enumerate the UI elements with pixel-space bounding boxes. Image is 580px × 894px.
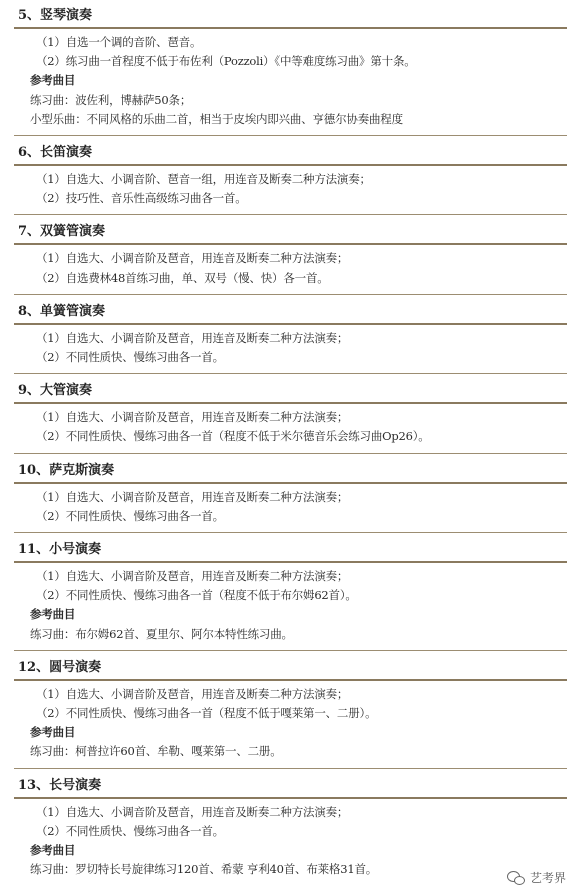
requirement-item: （1）自选大、小调音阶及琶音，用连音及断奏二种方法演奏；	[36, 489, 349, 504]
reference-heading: 参考曲目	[30, 843, 76, 858]
requirement-item: （1）自选大、小调音阶及琶音，用连音及断奏二种方法演奏；	[36, 686, 349, 701]
requirement-item: （1）自选大、小调音阶及琶音，用连音及断奏二种方法演奏；	[36, 251, 349, 266]
section-title: 9、大管演奏	[18, 383, 93, 399]
watermark	[507, 869, 566, 886]
requirement-item: （1）自选大、小调音阶及琶音，用连音及断奏二种方法演奏；	[36, 410, 349, 425]
section-content	[14, 484, 567, 533]
reference-heading: 参考曲目	[30, 607, 76, 622]
requirement-item: （2）不同性质快、慢练习曲各一首（程度不低于米尔德音乐会练习曲Op26）。	[36, 429, 430, 444]
requirement-item: （1）自选大、小调音阶、琶音一组，用连音及断奏二种方法演奏；	[36, 172, 371, 187]
section-title: 5、竖琴演奏	[18, 8, 93, 23]
section-title: 8、单簧管演奏	[18, 303, 106, 319]
section-content	[14, 166, 567, 215]
instrument-section	[14, 533, 567, 651]
instrument-section	[14, 295, 567, 374]
section-title: 7、双簧管演奏	[18, 224, 106, 240]
section-content	[14, 681, 567, 769]
section-content	[14, 245, 567, 294]
instrument-section	[14, 374, 567, 453]
instrument-section	[14, 0, 567, 136]
reference-item: 小型乐曲：不同风格的乐曲二首，相当于皮埃内即兴曲、亨德尔协奏曲程度	[30, 111, 403, 126]
requirement-item: （1）自选大、小调音阶及琶音，用连音及断奏二种方法演奏；	[36, 569, 349, 584]
section-content	[14, 799, 567, 886]
reference-heading: 参考曲目	[30, 725, 76, 740]
reference-item: 练习曲：罗切特长号旋律练习120首、希蒙 亨利40首、布莱格31首。	[30, 862, 378, 877]
section-title: 10、萨克斯演奏	[18, 462, 115, 478]
section-content	[14, 404, 567, 453]
section-title: 6、长笛演奏	[18, 145, 93, 161]
section-title: 13、长号演奏	[18, 777, 102, 793]
instrument-section	[14, 769, 567, 886]
watermark-text: 艺考界	[529, 871, 566, 885]
instrument-section	[14, 215, 567, 294]
requirement-item: （2）不同性质快、慢练习曲各一首（程度不低于布尔姆62首）。	[36, 588, 357, 603]
requirement-item: （2）不同性质快、慢练习曲各一首。	[36, 508, 224, 523]
requirement-item: （2）不同性质快、慢练习曲各一首。	[36, 823, 224, 838]
requirement-item: （1）自选一个调的音阶、琶音。	[36, 35, 202, 49]
reference-heading: 参考曲目	[30, 73, 76, 88]
requirement-item: （2）不同性质快、慢练习曲各一首（程度不低于嘎莱第一、二册）。	[36, 706, 377, 721]
reference-item: 练习曲：布尔姆62首、夏里尔、阿尔本特性练习曲。	[30, 626, 293, 641]
reference-item: 练习曲：柯普拉许60首、牟勒、嘎莱第一、二册。	[30, 744, 282, 759]
instrument-section	[14, 454, 567, 533]
section-title: 12、圆号演奏	[18, 659, 102, 675]
section-content	[14, 325, 567, 374]
section-title: 11、小号演奏	[18, 542, 102, 558]
reference-item: 练习曲：波佐利，博赫萨50条；	[30, 92, 192, 107]
instrument-section	[14, 136, 567, 215]
instrument-section	[14, 651, 567, 769]
section-content	[14, 563, 567, 651]
requirement-item: （1）自选大、小调音阶及琶音，用连音及断奏二种方法演奏；	[36, 804, 349, 819]
wechat-icon	[507, 871, 525, 884]
requirement-item: （2）不同性质快、慢练习曲各一首。	[36, 350, 224, 365]
section-content	[14, 29, 567, 136]
document-body	[14, 0, 567, 885]
requirement-item: （2）练习曲一首程度不低于布佐利（Pozzoli）《中等难度练习曲》第十条。	[36, 54, 416, 69]
requirement-item: （2）自选费林48首练习曲，单、双号（慢、快）各一首。	[36, 270, 329, 285]
requirement-item: （1）自选大、小调音阶及琶音，用连音及断奏二种方法演奏；	[36, 330, 349, 345]
requirement-item: （2）技巧性、音乐性高级练习曲各一首。	[36, 191, 247, 206]
